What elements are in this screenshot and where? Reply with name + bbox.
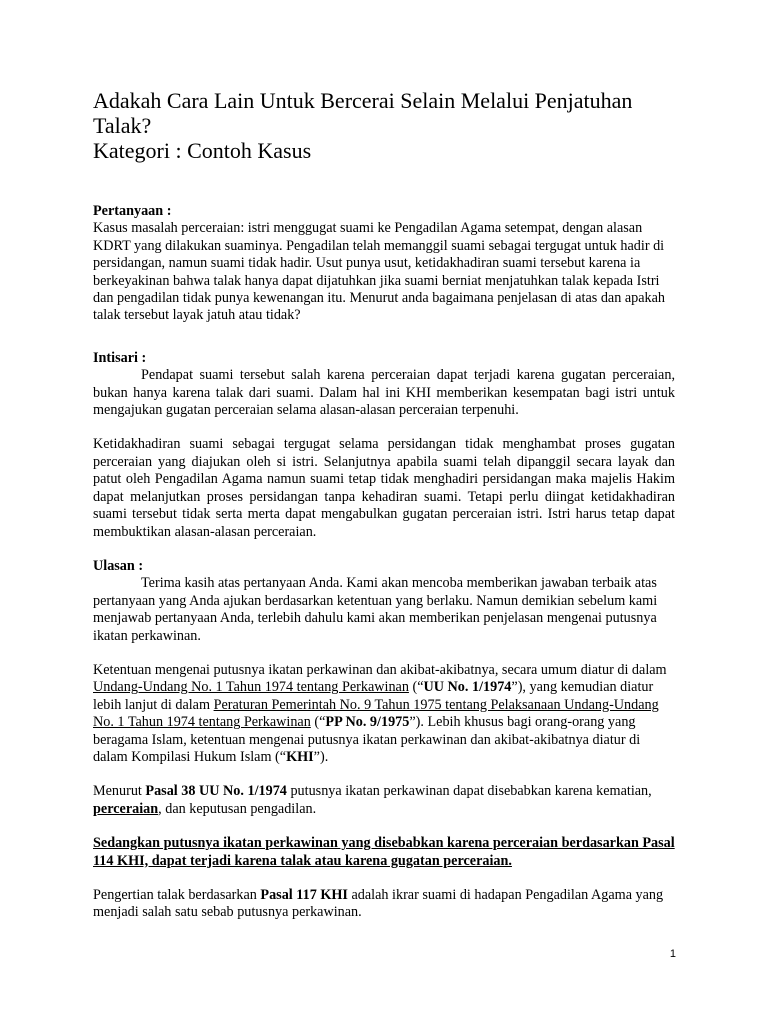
text-run: ”). Lebih khusus bagi orang-orang yang beragama Islam, ketentuan mengenai putusnya ikatan perkawinan dan akibat-akibatnya diatur di dalam Kompilasi Hukum Islam (“ xyxy=(93,714,641,765)
category-line: Kategori : Contoh Kasus xyxy=(93,138,312,163)
document-title xyxy=(93,88,675,138)
ulasan-paragraph-1: Terima kasih atas pertanyaan Anda. Kami akan mencoba memberikan jawaban terbaik atas pertanyaan yang Anda ajukan berdasarkan ketentuan yang berlaku. Namun demikian sebelum kami menjawab pertanyaan Anda, terlebih dahulu kami akan memberikan penjelasan mengenai putusnya ikatan perkawinan. xyxy=(93,575,658,644)
pertanyaan-heading: Pertanyaan : xyxy=(93,203,172,219)
text-run: , dan keputusan pengadilan. xyxy=(158,800,317,817)
text-run: putusnya ikatan perkawinan dapat disebabkan karena kematian, xyxy=(286,783,652,800)
text-run: ”), yang kemudian diatur lebih lanjut di dalam xyxy=(93,679,654,713)
document-body xyxy=(93,203,675,922)
title-line-2: Talak? xyxy=(93,113,152,138)
ulasan-paragraph-4 xyxy=(93,835,675,870)
abbr-khi: KHI xyxy=(286,748,314,765)
abbr-pp: PP No. 9/1975 xyxy=(325,714,410,731)
pasal-38-ref: Pasal 38 UU No. 1/1974 xyxy=(145,783,287,800)
law-reference-pp: Peraturan Pemerintah No. 9 Tahun 1975 tentang Pelaksanaan Undang-Undang No. 1 Tahun 1974 tentang Perkawinan xyxy=(93,696,659,731)
document-page xyxy=(93,88,675,922)
ulasan-paragraph-2 xyxy=(93,662,675,766)
ulasan-heading: Ulasan : xyxy=(93,557,144,574)
text-run: adalah ikrar suami di hadapan Pengadilan Agama yang menjadi salah satu sebab putusnya perkawinan. xyxy=(93,887,664,921)
title-line-1: Adakah Cara Lain Untuk Bercerai Selain Melalui Penjatuhan xyxy=(93,88,633,113)
text-run: Menurut xyxy=(93,783,146,800)
text-run: Ketentuan mengenai putusnya ikatan perkawinan dan akibat-akibatnya, secara umum diatur di dalam xyxy=(93,661,667,678)
ulasan-paragraph-5 xyxy=(93,887,675,922)
ulasan-paragraph-3 xyxy=(93,783,675,818)
pasal-117-ref: Pasal 117 KHI xyxy=(260,887,348,903)
perceraian-term: perceraian xyxy=(93,800,159,817)
text-run: ”). xyxy=(313,748,329,765)
pertanyaan-text: Kasus masalah perceraian: istri menggugat suami ke Pengadilan Agama setempat, dengan alasan KDRT yang dilakukan suaminya. Pengadilan telah memanggil suami sebagai tergugat untuk hadir di persidangan, namun suami tidak hadir. Usut punya usut, ketidakhadiran suami tersebut karena ia berkeyakinan bahwa talak hanya dapat dijatuhkan jika suami berniat menjatuhkan talak kepada Istri dan pengadilan tidak punya kewenangan itu. Menurut anda bagaimana penjelasan di atas dan apakah talak tersebut layak jatuh atau tidak? xyxy=(93,220,666,324)
law-reference-uu: Undang-Undang No. 1 Tahun 1974 tentang Perkawinan xyxy=(93,679,409,696)
text-run: (“ xyxy=(310,714,326,731)
pasal-114-statement: Sedangkan putusnya ikatan perkawinan yang disebabkan karena perceraian berdasarkan Pasal 114 KHI, dapat terjadi karena talak atau karena gugatan perceraian. xyxy=(93,835,675,869)
abbr-uu: UU No. 1/1974 xyxy=(423,679,512,696)
page-number: 1 xyxy=(669,948,676,960)
intisari-paragraph-1: Pendapat suami tersebut salah karena perceraian dapat terjadi karena gugatan perceraian, bukan hanya karena talak dari suami. Dalam hal ini KHI memberikan kesempatan bagi istri untuk mengajukan gugatan perceraian selama alasan-alasan perceraian terpenuhi. xyxy=(93,367,675,419)
intisari-paragraph-2: Ketidakhadiran suami sebagai tergugat selama persidangan tidak menghambat proses gugatan perceraian yang diajukan oleh si istri. Selanjutnya apabila suami telah dipanggil secara layak dan patut oleh Pengadilan Agama namun suami tetap tidak menghadiri persidangan maka majelis Hakim dapat melanjutkan proses persidangan tanpa kehadiran suami. Tetapi perlu diingat ketidakhadiran suami tersebut tidak serta merta dapat mengabulkan gugatan perceraian istri. Istri harus tetap dapat membuktikan alasan-alasan perceraian. xyxy=(93,436,675,540)
intisari-heading: Intisari : xyxy=(93,349,147,366)
text-run: Pengertian talak berdasarkan xyxy=(93,887,261,903)
text-run: (“ xyxy=(408,679,424,696)
